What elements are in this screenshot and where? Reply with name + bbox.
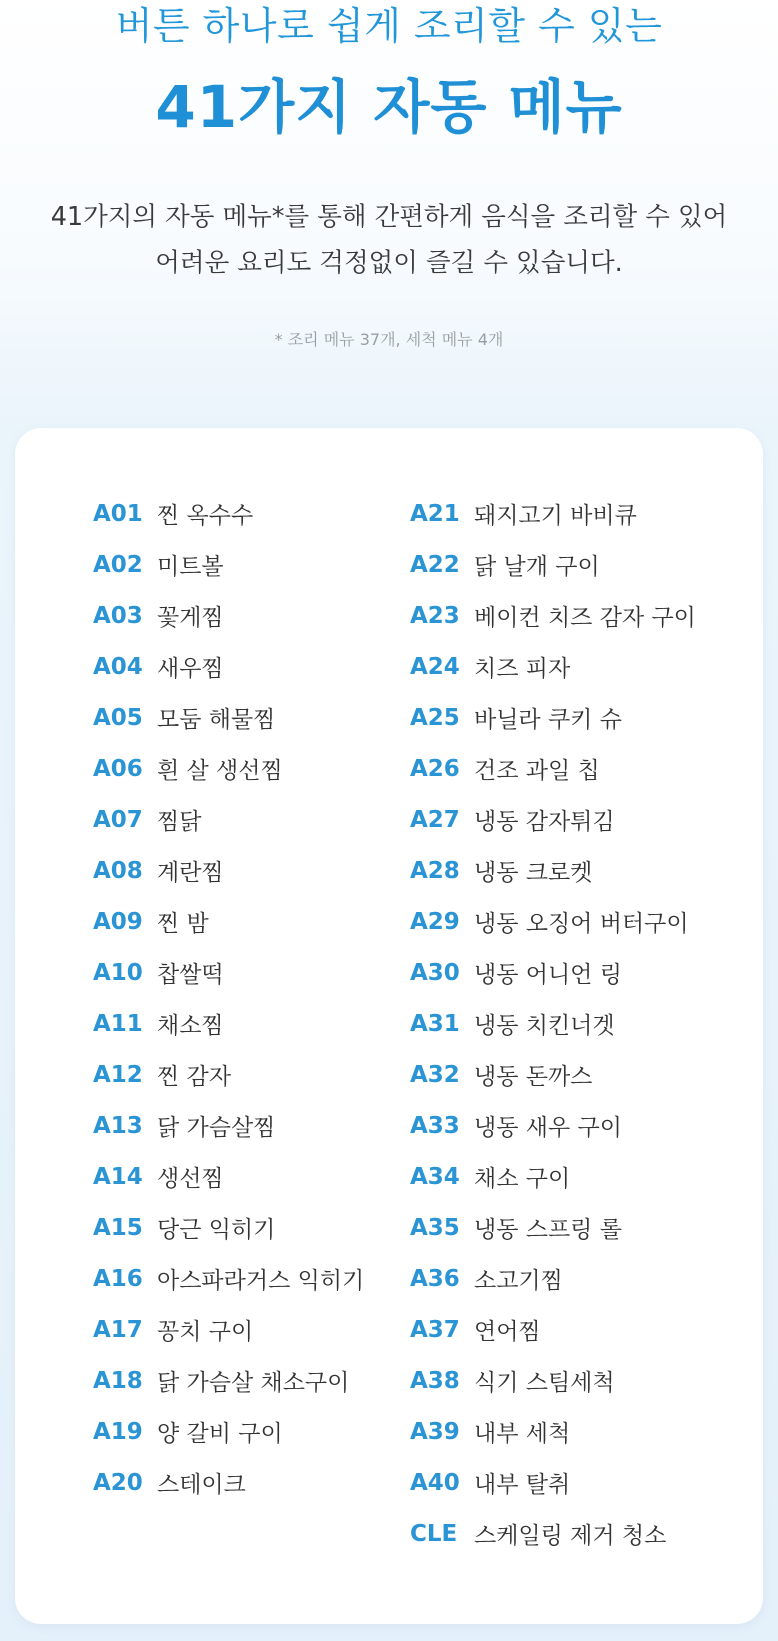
menu-name: 닭 가슴살찜: [157, 1115, 276, 1141]
menu-code: A29: [410, 908, 460, 935]
menu-name: 당근 익히기: [157, 1217, 276, 1243]
menu-item: [410, 590, 696, 641]
menu-item: [410, 1253, 696, 1304]
menu-item: [410, 896, 696, 947]
menu-code: A05: [93, 704, 143, 731]
page-subtitle: 버튼 하나로 쉽게 조리할 수 있는: [115, 4, 663, 48]
menu-code: CLE: [410, 1520, 458, 1547]
menu-item: [410, 1355, 696, 1406]
menu-item: [93, 845, 364, 896]
menu-name: 미트볼: [157, 554, 224, 580]
menu-code: A30: [410, 959, 460, 986]
menu-item: [93, 1253, 364, 1304]
menu-code: A25: [410, 704, 460, 731]
menu-name: 계란찜: [157, 860, 224, 886]
menu-code: A13: [93, 1112, 143, 1139]
menu-name: 아스파라거스 익히기: [157, 1268, 365, 1294]
menu-item: [93, 539, 364, 590]
menu-name: 냉동 새우 구이: [474, 1115, 622, 1141]
menu-item: [410, 1100, 696, 1151]
menu-name: 치즈 피자: [474, 656, 571, 682]
menu-code: A08: [93, 857, 143, 884]
menu-code: A03: [93, 602, 143, 629]
menu-item: [410, 1457, 696, 1508]
menu-name: 채소 구이: [474, 1166, 571, 1192]
menu-card: [15, 428, 763, 1624]
menu-code: A06: [93, 755, 143, 782]
menu-name: 찐 감자: [157, 1064, 231, 1090]
menu-code: A15: [93, 1214, 143, 1241]
menu-item: [93, 1355, 364, 1406]
menu-item: [410, 1151, 696, 1202]
menu-code: A32: [410, 1061, 460, 1088]
menu-code: A26: [410, 755, 460, 782]
menu-code: A07: [93, 806, 143, 833]
menu-code: A31: [410, 1010, 460, 1037]
menu-name: 냉동 크로켓: [474, 860, 593, 886]
menu-code: A14: [93, 1163, 143, 1190]
menu-item: [93, 590, 364, 641]
menu-code: A24: [410, 653, 460, 680]
menu-code: A02: [93, 551, 143, 578]
menu-code: A40: [410, 1469, 460, 1496]
menu-item: [410, 998, 696, 1049]
menu-name: 냉동 오징어 버터구이: [474, 911, 689, 937]
menu-code: A11: [93, 1010, 143, 1037]
menu-name: 연어찜: [474, 1319, 541, 1345]
menu-item: [93, 998, 364, 1049]
menu-item: [93, 1100, 364, 1151]
menu-code: A33: [410, 1112, 460, 1139]
menu-code: A38: [410, 1367, 460, 1394]
menu-name: 냉동 치킨너겟: [474, 1013, 615, 1039]
menu-name: 찐 옥수수: [157, 503, 254, 529]
menu-code: A01: [93, 500, 143, 527]
menu-item: [410, 1049, 696, 1100]
menu-name: 찜닭: [157, 809, 202, 835]
menu-item: [410, 488, 696, 539]
menu-code: A12: [93, 1061, 143, 1088]
menu-item: [93, 641, 364, 692]
menu-code: A16: [93, 1265, 143, 1292]
menu-code: A27: [410, 806, 460, 833]
menu-name: 꽁치 구이: [157, 1319, 254, 1345]
menu-name: 채소찜: [157, 1013, 224, 1039]
menu-item: [410, 1406, 696, 1457]
menu-name: 냉동 돈까스: [474, 1064, 593, 1090]
page-description: [0, 194, 778, 286]
menu-name: 냉동 어니언 링: [474, 962, 622, 988]
menu-name: 닭 날개 구이: [474, 554, 600, 580]
menu-code: A09: [93, 908, 143, 935]
menu-code: A18: [93, 1367, 143, 1394]
menu-name: 스테이크: [157, 1472, 246, 1498]
menu-name: 양 갈비 구이: [157, 1421, 283, 1447]
menu-item: [93, 1304, 364, 1355]
menu-item: [410, 947, 696, 998]
menu-item: [93, 1406, 364, 1457]
menu-item: [410, 539, 696, 590]
menu-name: 베이컨 치즈 감자 구이: [474, 605, 696, 631]
menu-item: [93, 1049, 364, 1100]
menu-code: A28: [410, 857, 460, 884]
menu-code: A10: [93, 959, 143, 986]
menu-item: [410, 794, 696, 845]
menu-item: [93, 947, 364, 998]
menu-name: 냉동 스프링 롤: [474, 1217, 622, 1243]
menu-code: A22: [410, 551, 460, 578]
menu-name: 건조 과일 칩: [474, 758, 600, 784]
menu-item: [93, 743, 364, 794]
menu-item: [410, 1304, 696, 1355]
menu-name: 흰 살 생선찜: [157, 758, 283, 784]
menu-item: [93, 692, 364, 743]
menu-item: [93, 1202, 364, 1253]
menu-item: [410, 1202, 696, 1253]
menu-item: [410, 1508, 696, 1559]
menu-code: A04: [93, 653, 143, 680]
page-title: 41가지 자동 메뉴: [155, 73, 623, 141]
menu-item: [410, 641, 696, 692]
description-line-1: 41가지의 자동 메뉴*를 통해 간편하게 음식을 조리할 수 있어: [50, 202, 728, 232]
menu-item: [93, 896, 364, 947]
menu-name: 바닐라 쿠키 슈: [474, 707, 622, 733]
menu-name: 식기 스팀세척: [474, 1370, 615, 1396]
menu-name: 내부 세척: [474, 1421, 571, 1447]
menu-code: A37: [410, 1316, 460, 1343]
menu-code: A39: [410, 1418, 460, 1445]
menu-name: 냉동 감자튀김: [474, 809, 615, 835]
menu-name: 꽃게찜: [157, 605, 224, 631]
menu-name: 새우찜: [157, 656, 224, 682]
menu-name: 생선찜: [157, 1166, 224, 1192]
menu-item: [93, 1151, 364, 1202]
menu-list-left: [93, 488, 364, 1508]
menu-item: [93, 1457, 364, 1508]
menu-list-right: [410, 488, 696, 1559]
menu-item: [410, 845, 696, 896]
menu-name: 스케일링 제거 청소: [474, 1523, 667, 1549]
menu-code: A35: [410, 1214, 460, 1241]
menu-code: A34: [410, 1163, 460, 1190]
menu-name: 돼지고기 바비큐: [474, 503, 637, 529]
menu-name: 찐 밤: [157, 911, 209, 937]
menu-item: [410, 743, 696, 794]
menu-code: A17: [93, 1316, 143, 1343]
footnote: * 조리 메뉴 37개, 세척 메뉴 4개: [274, 330, 504, 349]
menu-name: 찹쌀떡: [157, 962, 224, 988]
menu-item: [93, 488, 364, 539]
menu-code: A19: [93, 1418, 143, 1445]
menu-code: A20: [93, 1469, 143, 1496]
menu-item: [410, 692, 696, 743]
menu-name: 모둠 해물찜: [157, 707, 276, 733]
menu-code: A36: [410, 1265, 460, 1292]
menu-item: [93, 794, 364, 845]
menu-name: 닭 가슴살 채소구이: [157, 1370, 350, 1396]
menu-name: 내부 탈취: [474, 1472, 571, 1498]
menu-code: A21: [410, 500, 460, 527]
description-line-2: 어려운 요리도 걱정없이 즐길 수 있습니다.: [155, 248, 623, 278]
menu-name: 소고기찜: [474, 1268, 563, 1294]
menu-code: A23: [410, 602, 460, 629]
